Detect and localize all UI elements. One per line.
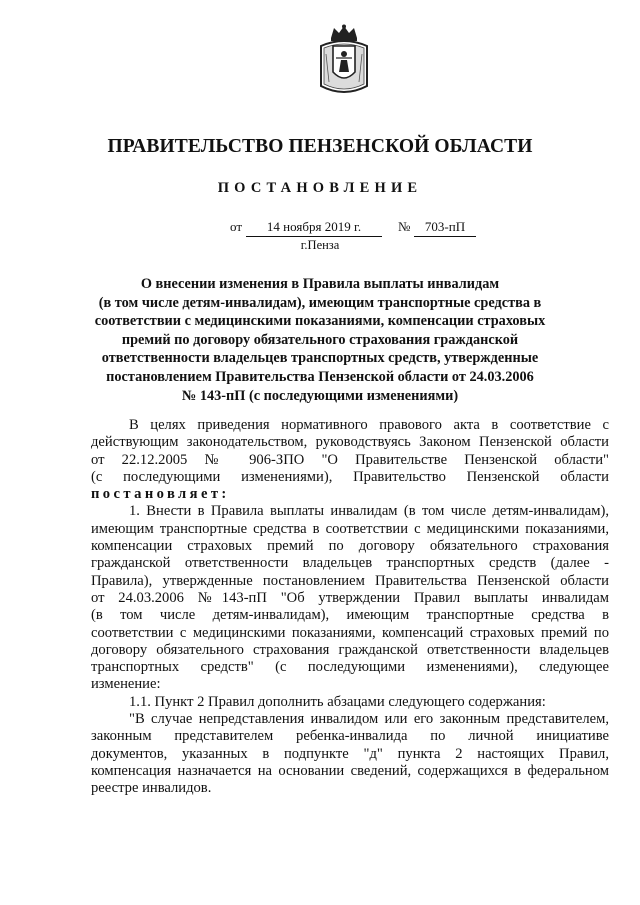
title-line: ответственности владельцев транспортных средств, утвержденные — [101, 350, 539, 367]
organization-title: ПРАВИТЕЛЬСТВО ПЕНЗЕНСКОЙ ОБЛАСТИ — [107, 136, 533, 157]
body-line: документов, указанных в подпункте "д" пункта 2 настоящих Правил, — [91, 745, 609, 762]
body-line: имеющим транспортные средства в соответствии с медицинскими показаниями, — [91, 520, 609, 537]
city: г.Пенза — [300, 238, 340, 252]
body-line: Правила), утвержденные постановлением Правительства Пензенской области — [91, 572, 609, 589]
body-line: 1. Внести в Правила выплаты инвалидам (в том числе детям-инвалидам), — [129, 503, 609, 520]
body-line: компенсации страховых премий по договору обязательного страхования — [91, 538, 609, 555]
body-line: транспортных средств" (с последующими изменениями), следующее — [91, 659, 609, 676]
date-prefix: от — [230, 219, 243, 234]
body-line: соответствии с медицинскими показаниями, компенсаций страховых премий по — [91, 624, 609, 641]
document-type: ПОСТАНОВЛЕНИЕ — [217, 180, 423, 196]
number-value: 703-пП — [414, 219, 476, 237]
date-value: 14 ноября 2019 г. — [246, 219, 382, 237]
body-line: договору обязательного страхования гражданской ответственности владельцев — [91, 641, 609, 658]
body-line: 1.1. Пункт 2 Правил дополнить абзацами следующего содержания: — [129, 693, 546, 710]
body-line: гражданской ответственности владельцев транспортных средств (далее - — [91, 555, 609, 572]
title-line: № 143-пП (с последующими изменениями) — [181, 387, 459, 404]
body-line: (с последующими изменениями), Правительство Пензенской области — [91, 468, 609, 485]
title-line: постановлением Правительства Пензенской области от 24.03.2006 — [106, 368, 534, 385]
body-line: компенсация назначается на основании сведений, содержащихся в федеральном — [91, 762, 609, 779]
body-line: В целях приведения нормативного правового акта в соответствие с — [129, 417, 609, 433]
body-line: изменение: — [91, 676, 161, 693]
body-line: от 22.12.2005 № 906-ЗПО "О Правительстве Пензенской области" — [91, 451, 609, 468]
body-line: действующим законодательством, руководствуясь Законом Пензенской области — [91, 434, 609, 451]
number-prefix: № — [398, 219, 411, 234]
body-line: "В случае непредставления инвалидом или его законным представителем, — [129, 711, 609, 728]
title-line: премий по договору обязательного страхования гражданской — [121, 331, 519, 348]
body-line: (в том числе детям-инвалидам), имеющим транспортные средства в — [91, 607, 609, 624]
body-line: от 24.03.2006 №143-пП "Об утверждении Правил выплаты инвалидам — [91, 589, 609, 606]
title-line: соответствии с медицинскими показаниями, компенсации страховых — [94, 313, 546, 330]
document-title — [80, 275, 560, 405]
coat-of-arms-icon — [317, 24, 371, 98]
title-line: (в том числе детям-инвалидам), имеющим транспортные средства в — [98, 294, 542, 311]
title-line: О внесении изменения в Правила выплаты инвалидам — [140, 276, 500, 292]
document-body — [91, 417, 609, 798]
resolves-word: постановляет: — [91, 486, 230, 503]
body-line: реестре инвалидов. — [91, 780, 212, 797]
body-line: законным представителем ребенка-инвалида по личной инициативе — [91, 728, 609, 745]
